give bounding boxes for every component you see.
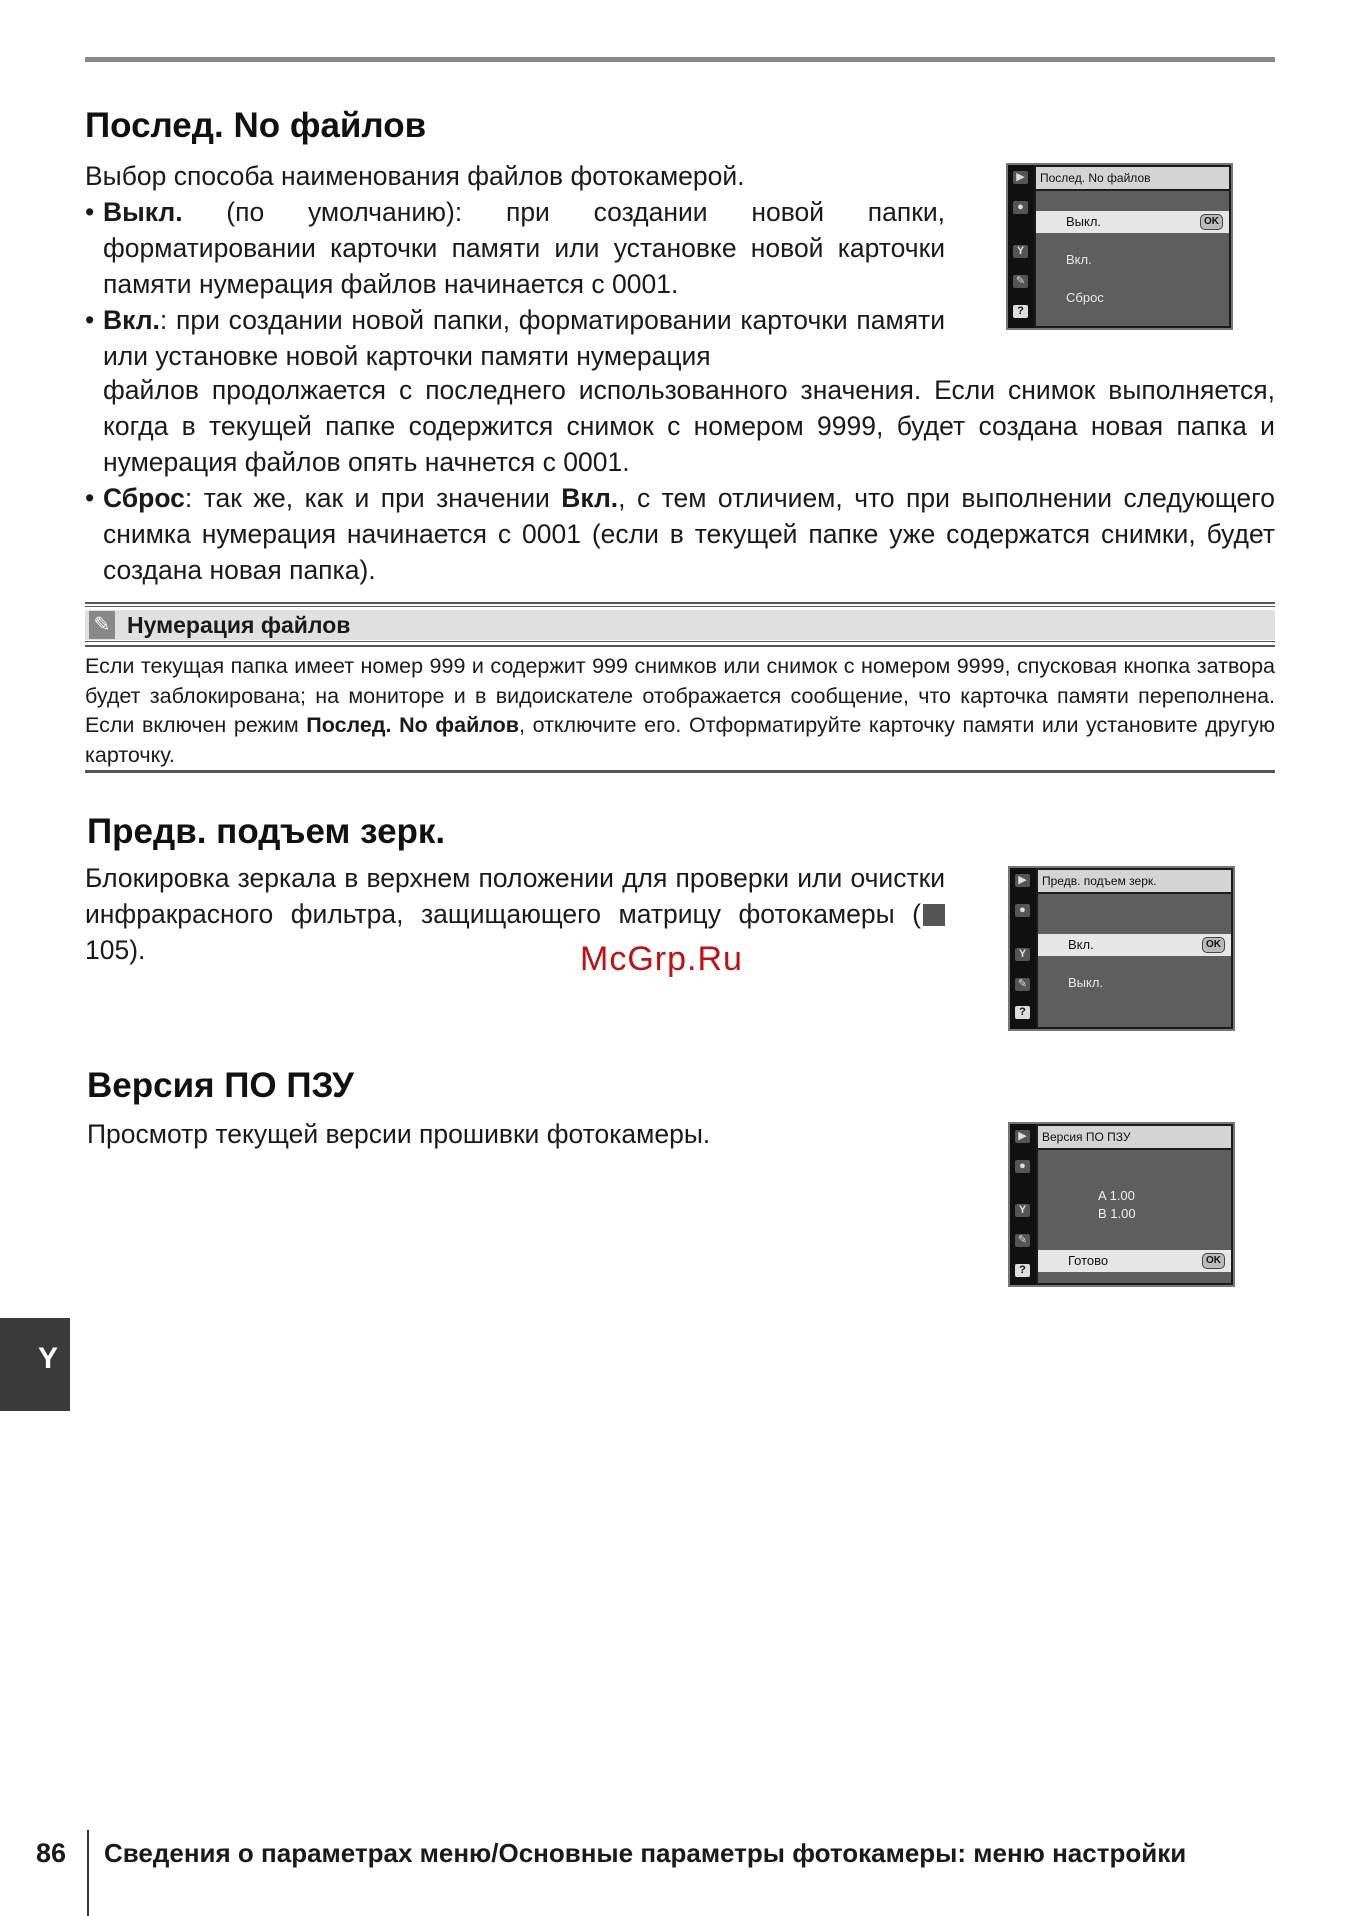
done-button[interactable] (1038, 1250, 1231, 1272)
version-a-label: A (1098, 1188, 1106, 1203)
section3-body (87, 1116, 947, 1152)
note-title: Нумерация файлов (127, 612, 351, 638)
note-text-term: Послед. No файлов (306, 713, 520, 737)
menu-item-on-label: Вкл. (1068, 937, 1094, 952)
section-title-file-numbering: Послед. No файлов (85, 106, 427, 145)
bullet-on (85, 302, 945, 374)
camera-screen-title: Послед. No файлов (1036, 167, 1229, 189)
help-icon: ? (1013, 305, 1028, 318)
help-icon: ? (1015, 1006, 1030, 1019)
version-b-label: B (1098, 1206, 1107, 1221)
section-title-firmware-version: Версия ПО ПЗУ (87, 1066, 354, 1105)
page-number: 86 (36, 1838, 67, 1868)
camera-screen-content (1038, 1150, 1231, 1283)
note-text-b: , отключите его. Отформатируйте карточку памяти или установите другую карточку. (85, 713, 1275, 767)
camera-side-icons (1008, 165, 1034, 328)
help-icon: ? (1015, 1264, 1030, 1277)
setup-icon: Y (1015, 948, 1030, 961)
watermark: McGrp.Ru (580, 940, 743, 978)
note-rule-top-thin (85, 606, 1275, 607)
section1-body (85, 158, 945, 374)
camera-screen-title: Версия ПО ПЗУ (1038, 1126, 1231, 1148)
custom-icon: ✎ (1013, 275, 1028, 288)
playback-icon: ▶ (1015, 874, 1030, 887)
firmware-version-a (1098, 1188, 1135, 1203)
shooting-icon: ● (1015, 1160, 1030, 1173)
shooting-icon: ● (1013, 201, 1028, 214)
section1-body-reset (85, 480, 1275, 588)
version-a-value: 1.00 (1109, 1188, 1135, 1203)
shooting-icon: ● (1015, 904, 1030, 917)
note-rule-top (85, 602, 1275, 604)
section2-page-ref: 105). (85, 935, 146, 965)
section1-intro: Выбор способа наименования файлов фотокамерой. (85, 161, 745, 191)
note-rule-mid (85, 641, 1275, 642)
setup-icon: Y (1015, 1204, 1030, 1217)
camera-screen-mirror-lockup (1008, 866, 1235, 1031)
note-text (85, 652, 1275, 770)
camera-screen-title: Предв. подъем зерк. (1038, 870, 1231, 892)
camera-side-icons (1010, 1124, 1036, 1285)
bullet-reset-term: Сброс (103, 483, 185, 513)
ok-icon: OK (1200, 214, 1223, 230)
section1-body-cont (103, 372, 1275, 480)
menu-item-reset[interactable]: Сброс (1066, 290, 1104, 305)
bullet-on-term: Вкл. (103, 305, 160, 335)
bullet-on-continuation: файлов продолжается с последнего использованного значения. Если снимок выполняется, когда в текущей папке содержится снимок с номером 9999, будет создана новая папка и нумерация файлов опять начнется с 0001. (103, 375, 1275, 477)
section2-body (85, 860, 945, 968)
section3-text: Просмотр текущей версии прошивки фотокамеры. (87, 1119, 711, 1149)
camera-screen-firmware (1008, 1122, 1235, 1287)
bullet-off (85, 194, 945, 302)
playback-icon: ▶ (1015, 1130, 1030, 1143)
menu-item-off-label: Выкл. (1066, 214, 1102, 229)
bullet-off-text: (по умолчанию): при создании новой папки, форматировании карточки памяти или установке новой карточки памяти нумерация файлов начинается с 0001. (103, 197, 945, 299)
note-header (85, 610, 1275, 640)
bullet-on-text: : при создании новой папки, форматировании карточки памяти или установке новой карточки памяти нумерация (103, 305, 945, 371)
setup-menu-icon: Y (38, 1342, 59, 1375)
note-text-a: Если текущая папка имеет номер 999 и содержит 999 снимков или снимок с номером 9999, спусковая кнопка затвора будет заблокирована; на мониторе и в видоискателе отображается сообщение, что карточка памяти переполнена. Если включен режим (85, 654, 1275, 737)
firmware-version-b (1098, 1206, 1136, 1221)
menu-item-off[interactable]: Выкл. (1068, 975, 1104, 990)
menu-item-on[interactable]: Вкл. (1066, 252, 1092, 267)
footer-divider (87, 1830, 89, 1916)
bullet-reset-text-a: : так же, как и при значении (184, 483, 562, 513)
section2-text-main: Блокировка зеркала в верхнем положении для проверки или очистки инфракрасного фильтра, защищающего матрицу фотокамеры ( (85, 863, 945, 929)
done-label: Готово (1068, 1253, 1109, 1268)
footer-title: Сведения о параметрах меню/Основные параметры фотокамеры: меню настройки (104, 1838, 1187, 1868)
custom-icon: ✎ (1015, 978, 1030, 991)
note-body (85, 652, 1275, 770)
chapter-side-tab (0, 1318, 70, 1411)
camera-side-icons (1010, 868, 1036, 1029)
note-rule-bottom (85, 770, 1275, 773)
ok-icon: OK (1202, 1253, 1225, 1269)
camera-screen-file-numbering (1006, 163, 1233, 330)
top-rule (85, 57, 1275, 62)
setup-icon: Y (1013, 245, 1028, 258)
bullet-reset (85, 480, 1275, 588)
menu-item-off[interactable] (1036, 211, 1229, 233)
menu-item-on[interactable] (1038, 934, 1231, 956)
section2-text (85, 860, 945, 968)
custom-icon: ✎ (1015, 1234, 1030, 1247)
version-b-value: 1.00 (1110, 1206, 1136, 1221)
note-rule-mid-thick (85, 645, 1275, 647)
bullet-off-term: Выкл. (103, 197, 183, 227)
bullet-reset-text-b: , с тем отличием, что при выполнении следующего снимка нумерация начинается с 0001 (если в текущей папке уже содержатся снимки, будет создана новая папка). (103, 483, 1275, 585)
page-reference-icon (923, 904, 945, 926)
camera-screen-menu (1036, 191, 1229, 326)
ok-icon: OK (1202, 937, 1225, 953)
pencil-icon: ✎ (89, 611, 115, 639)
bullet-reset-term2: Вкл. (561, 483, 619, 513)
section-title-mirror-lockup: Предв. подъем зерк. (87, 812, 446, 851)
camera-screen-menu (1038, 894, 1231, 1027)
playback-icon: ▶ (1013, 171, 1028, 184)
